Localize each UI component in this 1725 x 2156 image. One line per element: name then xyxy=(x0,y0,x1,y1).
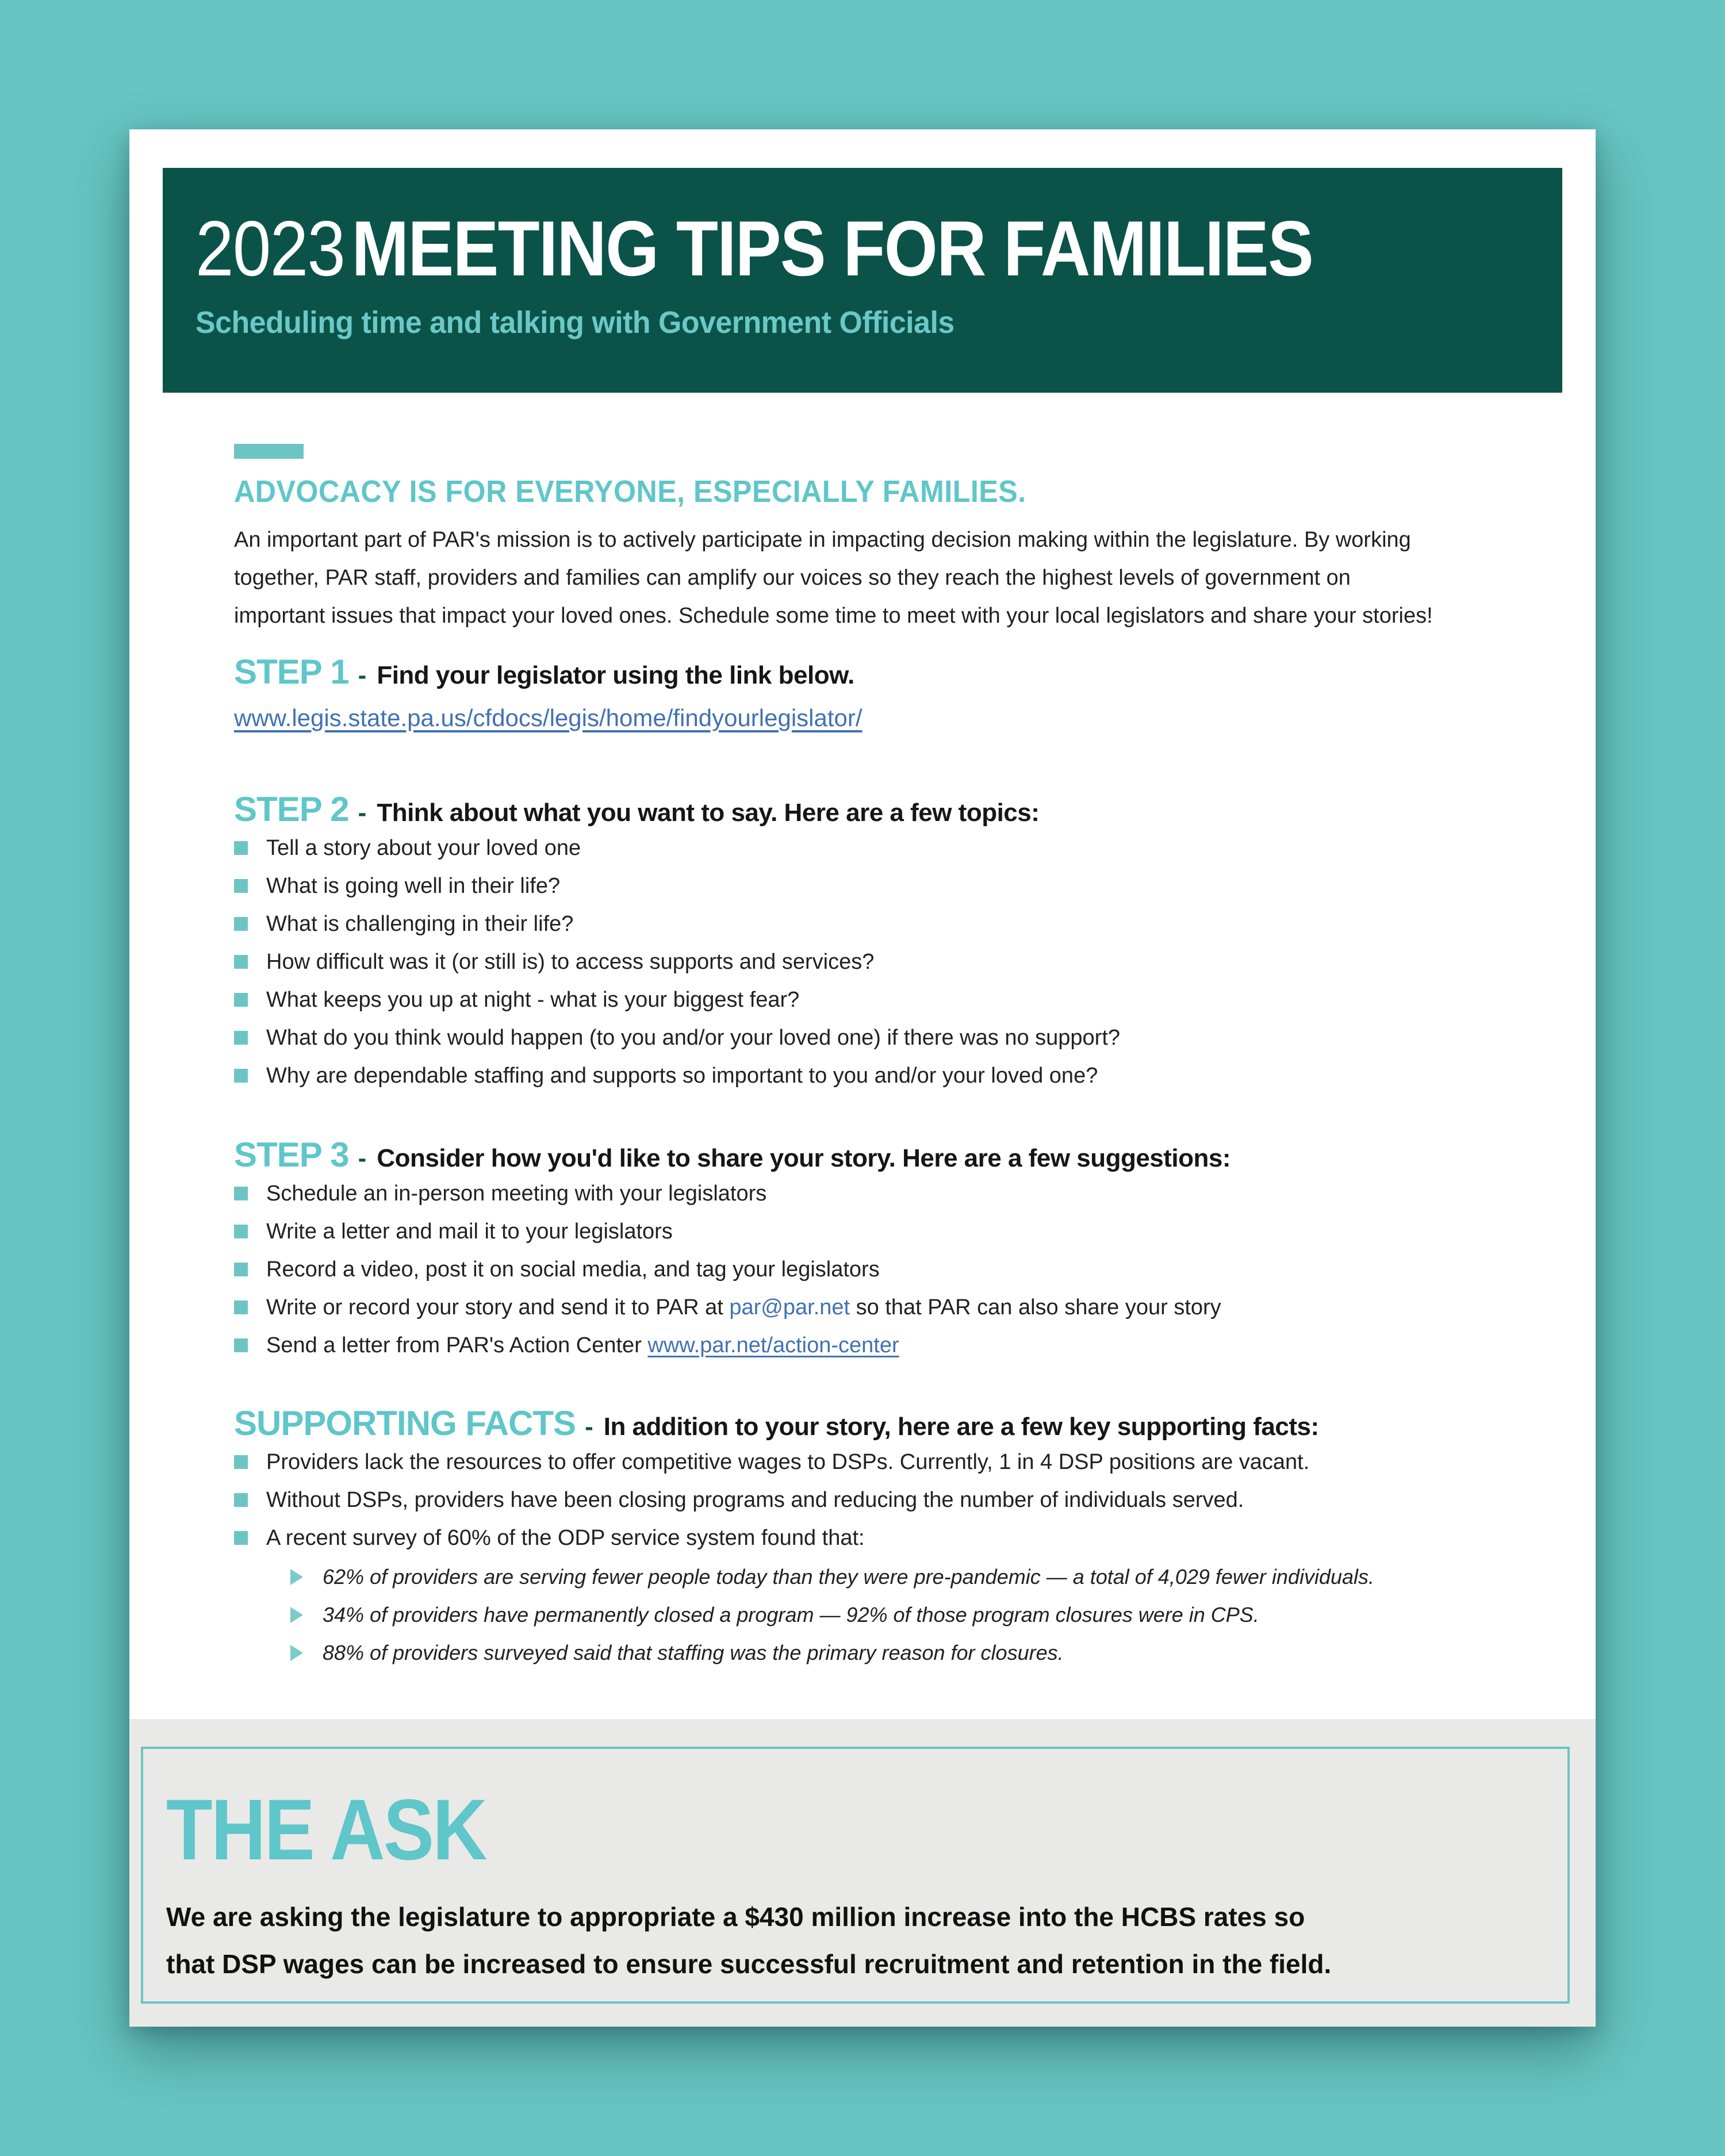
list-item-text: Tell a story about your loved one xyxy=(266,835,581,860)
list-item xyxy=(234,867,1505,905)
bullet-square-icon xyxy=(234,1069,248,1083)
list-item-text: Write or record your story and send it to PAR at par@par.net so that PAR can also share your story xyxy=(266,1295,1221,1319)
supporting-facts-dash: - xyxy=(585,1413,593,1441)
list-item xyxy=(234,1213,1505,1250)
the-ask-section xyxy=(129,1719,1596,2027)
list-item-text: Providers lack the resources to offer competitive wages to DSPs. Currently, 1 in 4 DSP positions are vacant. xyxy=(266,1449,1310,1474)
bullet-square-icon xyxy=(234,1225,248,1238)
the-ask-body xyxy=(166,1893,1533,1988)
bullet-square-icon xyxy=(234,955,248,969)
bullet-square-icon xyxy=(234,1493,248,1507)
bullet-square-icon xyxy=(234,879,248,893)
step2-label: STEP 2 xyxy=(234,790,349,828)
list-item xyxy=(234,1019,1505,1057)
list-item-text: Without DSPs, providers have been closing programs and reducing the number of individuals served. xyxy=(266,1487,1244,1512)
supporting-facts-title: In addition to your story, here are a few key supporting facts: xyxy=(603,1413,1319,1441)
bullet-square-icon xyxy=(234,917,248,931)
step3-dash: - xyxy=(358,1144,367,1172)
step3-title: Consider how you'd like to share your story. Here are a few suggestions: xyxy=(377,1144,1231,1172)
supporting-facts-label: SUPPORTING FACTS xyxy=(234,1404,576,1443)
action-center-link[interactable]: www.par.net/action-center xyxy=(647,1333,899,1357)
list-item xyxy=(234,1288,1505,1326)
list-item-text: What is going well in their life? xyxy=(266,873,561,898)
step3-heading xyxy=(234,1135,1505,1175)
bullet-square-icon xyxy=(234,1531,248,1545)
list-item xyxy=(234,1481,1505,1519)
list-item xyxy=(234,829,1505,867)
facts-sub-bullet-list xyxy=(234,1558,1505,1672)
step1-heading xyxy=(234,652,1505,692)
facts-bullet-list xyxy=(234,1443,1505,1557)
bullet-square-icon xyxy=(234,1187,248,1200)
sub-list-item-text: 88% of providers surveyed said that staffing was the primary reason for closures. xyxy=(323,1641,1064,1664)
step3-label: STEP 3 xyxy=(234,1135,349,1174)
bullet-square-icon xyxy=(234,1455,248,1469)
the-ask-line-1: We are asking the legislature to appropriate a $430 million increase into the HCBS rates so xyxy=(166,1902,1305,1932)
header-banner xyxy=(163,168,1562,393)
step2-bullet-list xyxy=(234,829,1505,1095)
advocacy-paragraph: An important part of PAR's mission is to actively participate in impacting decision making within the legislature. By working together, PAR staff, providers and families can amplify our voices so they reach the highest levels of government on important issues that impact your loved ones. Schedule some time to meet with your local legislators and share your stories! xyxy=(234,528,1433,628)
list-item-text: What keeps you up at night - what is your biggest fear? xyxy=(266,987,800,1012)
page-subtitle: Scheduling time and talking with Government Officials xyxy=(195,305,954,340)
list-item-text: Record a video, post it on social media, and tag your legislators xyxy=(266,1257,880,1282)
list-item-text: Send a letter from PAR's Action Center www.par.net/action-center xyxy=(266,1333,899,1357)
the-ask-heading: THE ASK xyxy=(166,1781,486,1878)
list-item xyxy=(234,1326,1505,1364)
sub-list-item xyxy=(290,1558,1505,1596)
triangle-bullet-icon xyxy=(290,1569,303,1585)
list-item xyxy=(234,981,1505,1019)
sub-list-item xyxy=(290,1596,1505,1634)
triangle-bullet-icon xyxy=(290,1645,303,1661)
sub-list-item-text: 62% of providers are serving fewer people today than they were pre-pandemic — a total of 4,029 fewer individuals. xyxy=(323,1565,1375,1589)
the-ask-line-2: that DSP wages can be increased to ensure successful recruitment and retention in the field. xyxy=(166,1949,1332,1979)
list-item xyxy=(234,905,1505,943)
triangle-bullet-icon xyxy=(290,1607,303,1623)
step3-bullet-list xyxy=(234,1175,1505,1364)
list-item xyxy=(234,1519,1505,1557)
bullet-square-icon xyxy=(234,841,248,855)
bullet-square-icon xyxy=(234,1300,248,1314)
list-item-text: Why are dependable staffing and supports so important to you and/or your loved one? xyxy=(266,1063,1098,1088)
par-email-link[interactable]: par@par.net xyxy=(729,1295,850,1319)
list-item-text: How difficult was it (or still is) to access supports and services? xyxy=(266,949,875,974)
bullet-square-icon xyxy=(234,1263,248,1276)
list-item-text: What do you think would happen (to you and/or your loved one) if there was no support? xyxy=(266,1025,1121,1050)
step2-title: Think about what you want to say. Here are a few topics: xyxy=(377,799,1040,827)
step1-title: Find your legislator using the link below. xyxy=(377,661,854,689)
page-title xyxy=(195,204,1313,293)
accent-rectangle xyxy=(234,444,304,459)
list-item xyxy=(234,1443,1505,1481)
step2-heading xyxy=(234,789,1505,829)
step2-dash: - xyxy=(358,799,367,827)
bullet-square-icon xyxy=(234,993,248,1007)
list-item xyxy=(234,1175,1505,1213)
list-item xyxy=(234,1250,1505,1288)
the-ask-box xyxy=(141,1747,1570,2004)
main-content xyxy=(234,393,1505,1672)
find-legislator-link[interactable]: www.legis.state.pa.us/cfdocs/legis/home/findyourlegislator/ xyxy=(234,704,862,731)
bullet-square-icon xyxy=(234,1031,248,1045)
list-item xyxy=(234,943,1505,981)
sub-list-item xyxy=(290,1634,1505,1672)
advocacy-heading: ADVOCACY IS FOR EVERYONE, ESPECIALLY FAMILIES. xyxy=(234,474,1026,509)
bullet-square-icon xyxy=(234,1338,248,1352)
list-item xyxy=(234,1057,1505,1095)
step1-dash: - xyxy=(358,661,367,689)
title-year: 2023 xyxy=(195,205,345,292)
sub-list-item-text: 34% of providers have permanently closed a program — 92% of those program closures were in CPS. xyxy=(323,1603,1259,1626)
step1-label: STEP 1 xyxy=(234,653,349,691)
supporting-facts-heading xyxy=(234,1403,1505,1443)
document-page xyxy=(129,129,1596,2027)
list-item-text: What is challenging in their life? xyxy=(266,911,574,936)
list-item-text: A recent survey of 60% of the ODP service system found that: xyxy=(266,1525,865,1550)
list-item-text: Schedule an in-person meeting with your legislators xyxy=(266,1181,767,1206)
title-main: MEETING TIPS FOR FAMILIES xyxy=(351,205,1313,292)
list-item-text: Write a letter and mail it to your legislators xyxy=(266,1219,673,1244)
